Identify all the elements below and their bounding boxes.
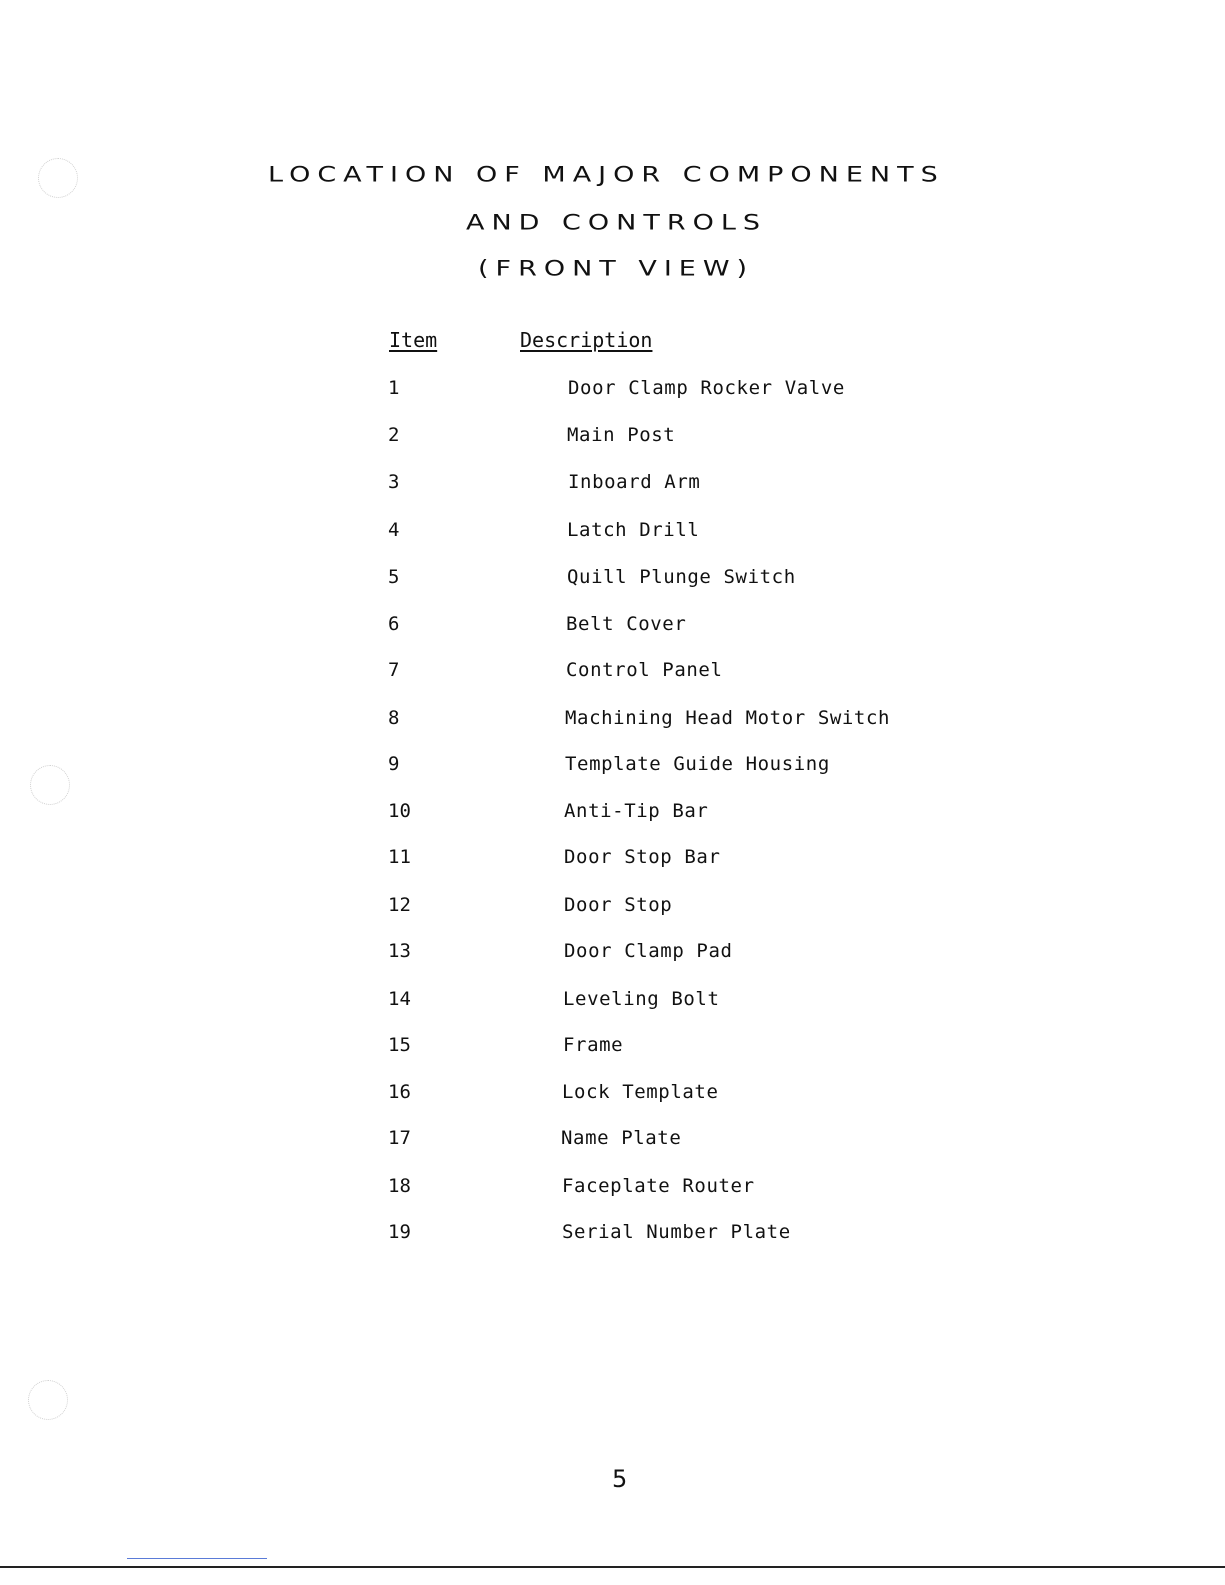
page-number: 5 xyxy=(612,1465,628,1493)
list-item xyxy=(0,613,1225,643)
item-description: Template Guide Housing xyxy=(565,753,830,775)
item-number: 8 xyxy=(388,707,400,729)
list-item xyxy=(0,377,1225,407)
list-item xyxy=(0,1127,1225,1157)
page-title-line-1: LOCATION OF MAJOR COMPONENTS xyxy=(268,163,945,188)
item-number: 19 xyxy=(388,1221,411,1243)
page-title-line-3: (FRONT VIEW) xyxy=(478,257,755,282)
item-description: Quill Plunge Switch xyxy=(567,566,796,588)
item-number: 16 xyxy=(388,1081,411,1103)
list-item xyxy=(0,659,1225,689)
item-number: 9 xyxy=(388,753,400,775)
item-number: 1 xyxy=(388,377,400,399)
item-description: Serial Number Plate xyxy=(562,1221,791,1243)
item-description: Name Plate xyxy=(561,1127,682,1149)
item-number: 12 xyxy=(388,894,411,916)
item-number: 14 xyxy=(388,988,411,1010)
item-number: 13 xyxy=(388,940,411,962)
item-number: 10 xyxy=(388,800,411,822)
list-item xyxy=(0,800,1225,830)
item-number: 18 xyxy=(388,1175,411,1197)
list-item xyxy=(0,988,1225,1018)
item-number: 2 xyxy=(388,424,400,446)
punch-hole-mark xyxy=(28,1380,68,1420)
item-description: Control Panel xyxy=(566,659,723,681)
bottom-rule xyxy=(0,1566,1225,1568)
bottom-link-line xyxy=(127,1558,267,1559)
item-description: Door Clamp Rocker Valve xyxy=(568,377,845,399)
item-description: Door Clamp Pad xyxy=(564,940,733,962)
punch-hole-mark xyxy=(38,158,78,198)
item-number: 3 xyxy=(388,471,400,493)
item-number: 6 xyxy=(388,613,400,635)
item-description: Inboard Arm xyxy=(568,471,701,493)
item-description: Door Stop xyxy=(564,894,673,916)
item-description: Lock Template xyxy=(562,1081,719,1103)
list-item xyxy=(0,519,1225,549)
item-description: Main Post xyxy=(567,424,676,446)
list-item xyxy=(0,894,1225,924)
item-number: 4 xyxy=(388,519,400,541)
list-item xyxy=(0,424,1225,454)
item-description: Door Stop Bar xyxy=(564,846,721,868)
list-item xyxy=(0,566,1225,596)
item-description: Leveling Bolt xyxy=(563,988,720,1010)
item-description: Latch Drill xyxy=(567,519,700,541)
item-number: 11 xyxy=(388,846,411,868)
column-header-description: Description xyxy=(520,328,653,352)
list-item xyxy=(0,1175,1225,1205)
list-item xyxy=(0,1034,1225,1064)
list-item xyxy=(0,1081,1225,1111)
item-description: Frame xyxy=(563,1034,624,1056)
item-number: 5 xyxy=(388,566,400,588)
list-item xyxy=(0,1221,1225,1251)
item-number: 15 xyxy=(388,1034,411,1056)
list-item xyxy=(0,471,1225,501)
list-item xyxy=(0,940,1225,970)
list-item xyxy=(0,753,1225,783)
item-number: 7 xyxy=(388,659,400,681)
page-title-line-2: AND CONTROLS xyxy=(466,211,768,236)
item-description: Anti-Tip Bar xyxy=(564,800,709,822)
item-description: Belt Cover xyxy=(566,613,687,635)
list-item xyxy=(0,846,1225,876)
column-header-item: Item xyxy=(389,328,438,352)
list-item xyxy=(0,707,1225,737)
item-number: 17 xyxy=(388,1127,411,1149)
item-description: Faceplate Router xyxy=(562,1175,755,1197)
item-description: Machining Head Motor Switch xyxy=(565,707,891,729)
